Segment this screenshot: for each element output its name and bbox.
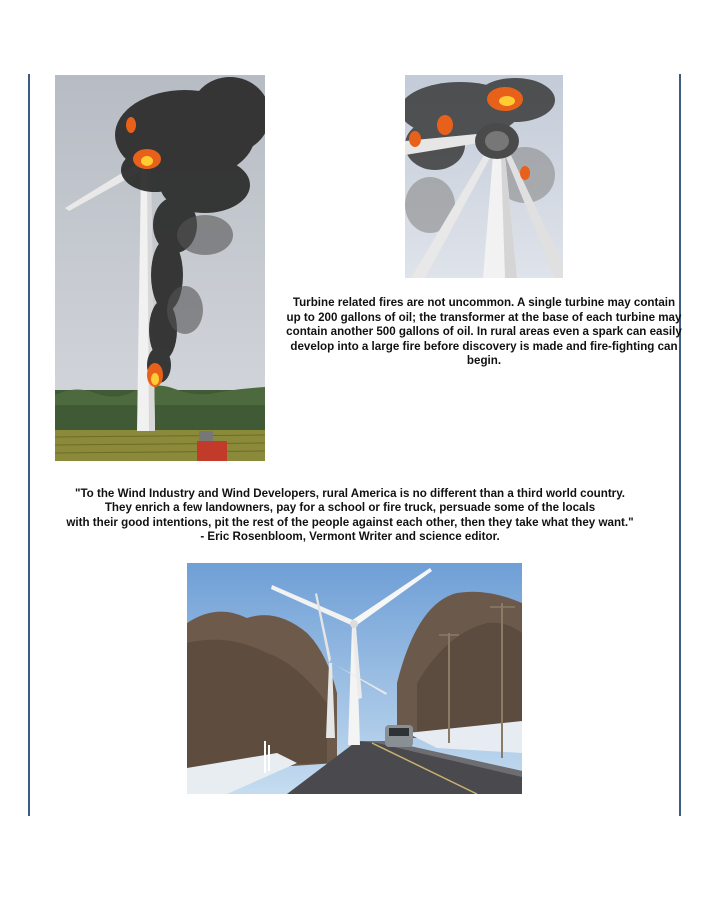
burning-wind-turbine-photo xyxy=(55,75,265,461)
burning-turbine-hub-photo xyxy=(405,75,563,278)
rosenbloom-quote xyxy=(40,487,660,545)
quote-line-1: "To the Wind Industry and Wind Developers, rural America is no different than a third world country. xyxy=(74,487,626,500)
fire-caption: Turbine related fires are not uncommon. A single turbine may contain up to 200 gallons of oil; the transformer at the base of each turbine may contain another 500 gallons of oil. In rural areas even a spark can easily develop into a large fire before discovery is made and fire-fighting can begin. xyxy=(286,296,682,368)
wind-turbines-by-road-photo xyxy=(187,563,522,794)
left-border-rule xyxy=(28,74,30,816)
quote-line-2: They enrich a few landowners, pay for a school or fire truck, persuade some of the locals xyxy=(104,501,596,515)
right-border-rule xyxy=(679,74,681,816)
quote-attribution: - Eric Rosenbloom, Vermont Writer and science editor. xyxy=(200,530,500,544)
quote-line-3: with their good intentions, pit the rest of the people against each other, then they take what they want." xyxy=(66,515,634,529)
